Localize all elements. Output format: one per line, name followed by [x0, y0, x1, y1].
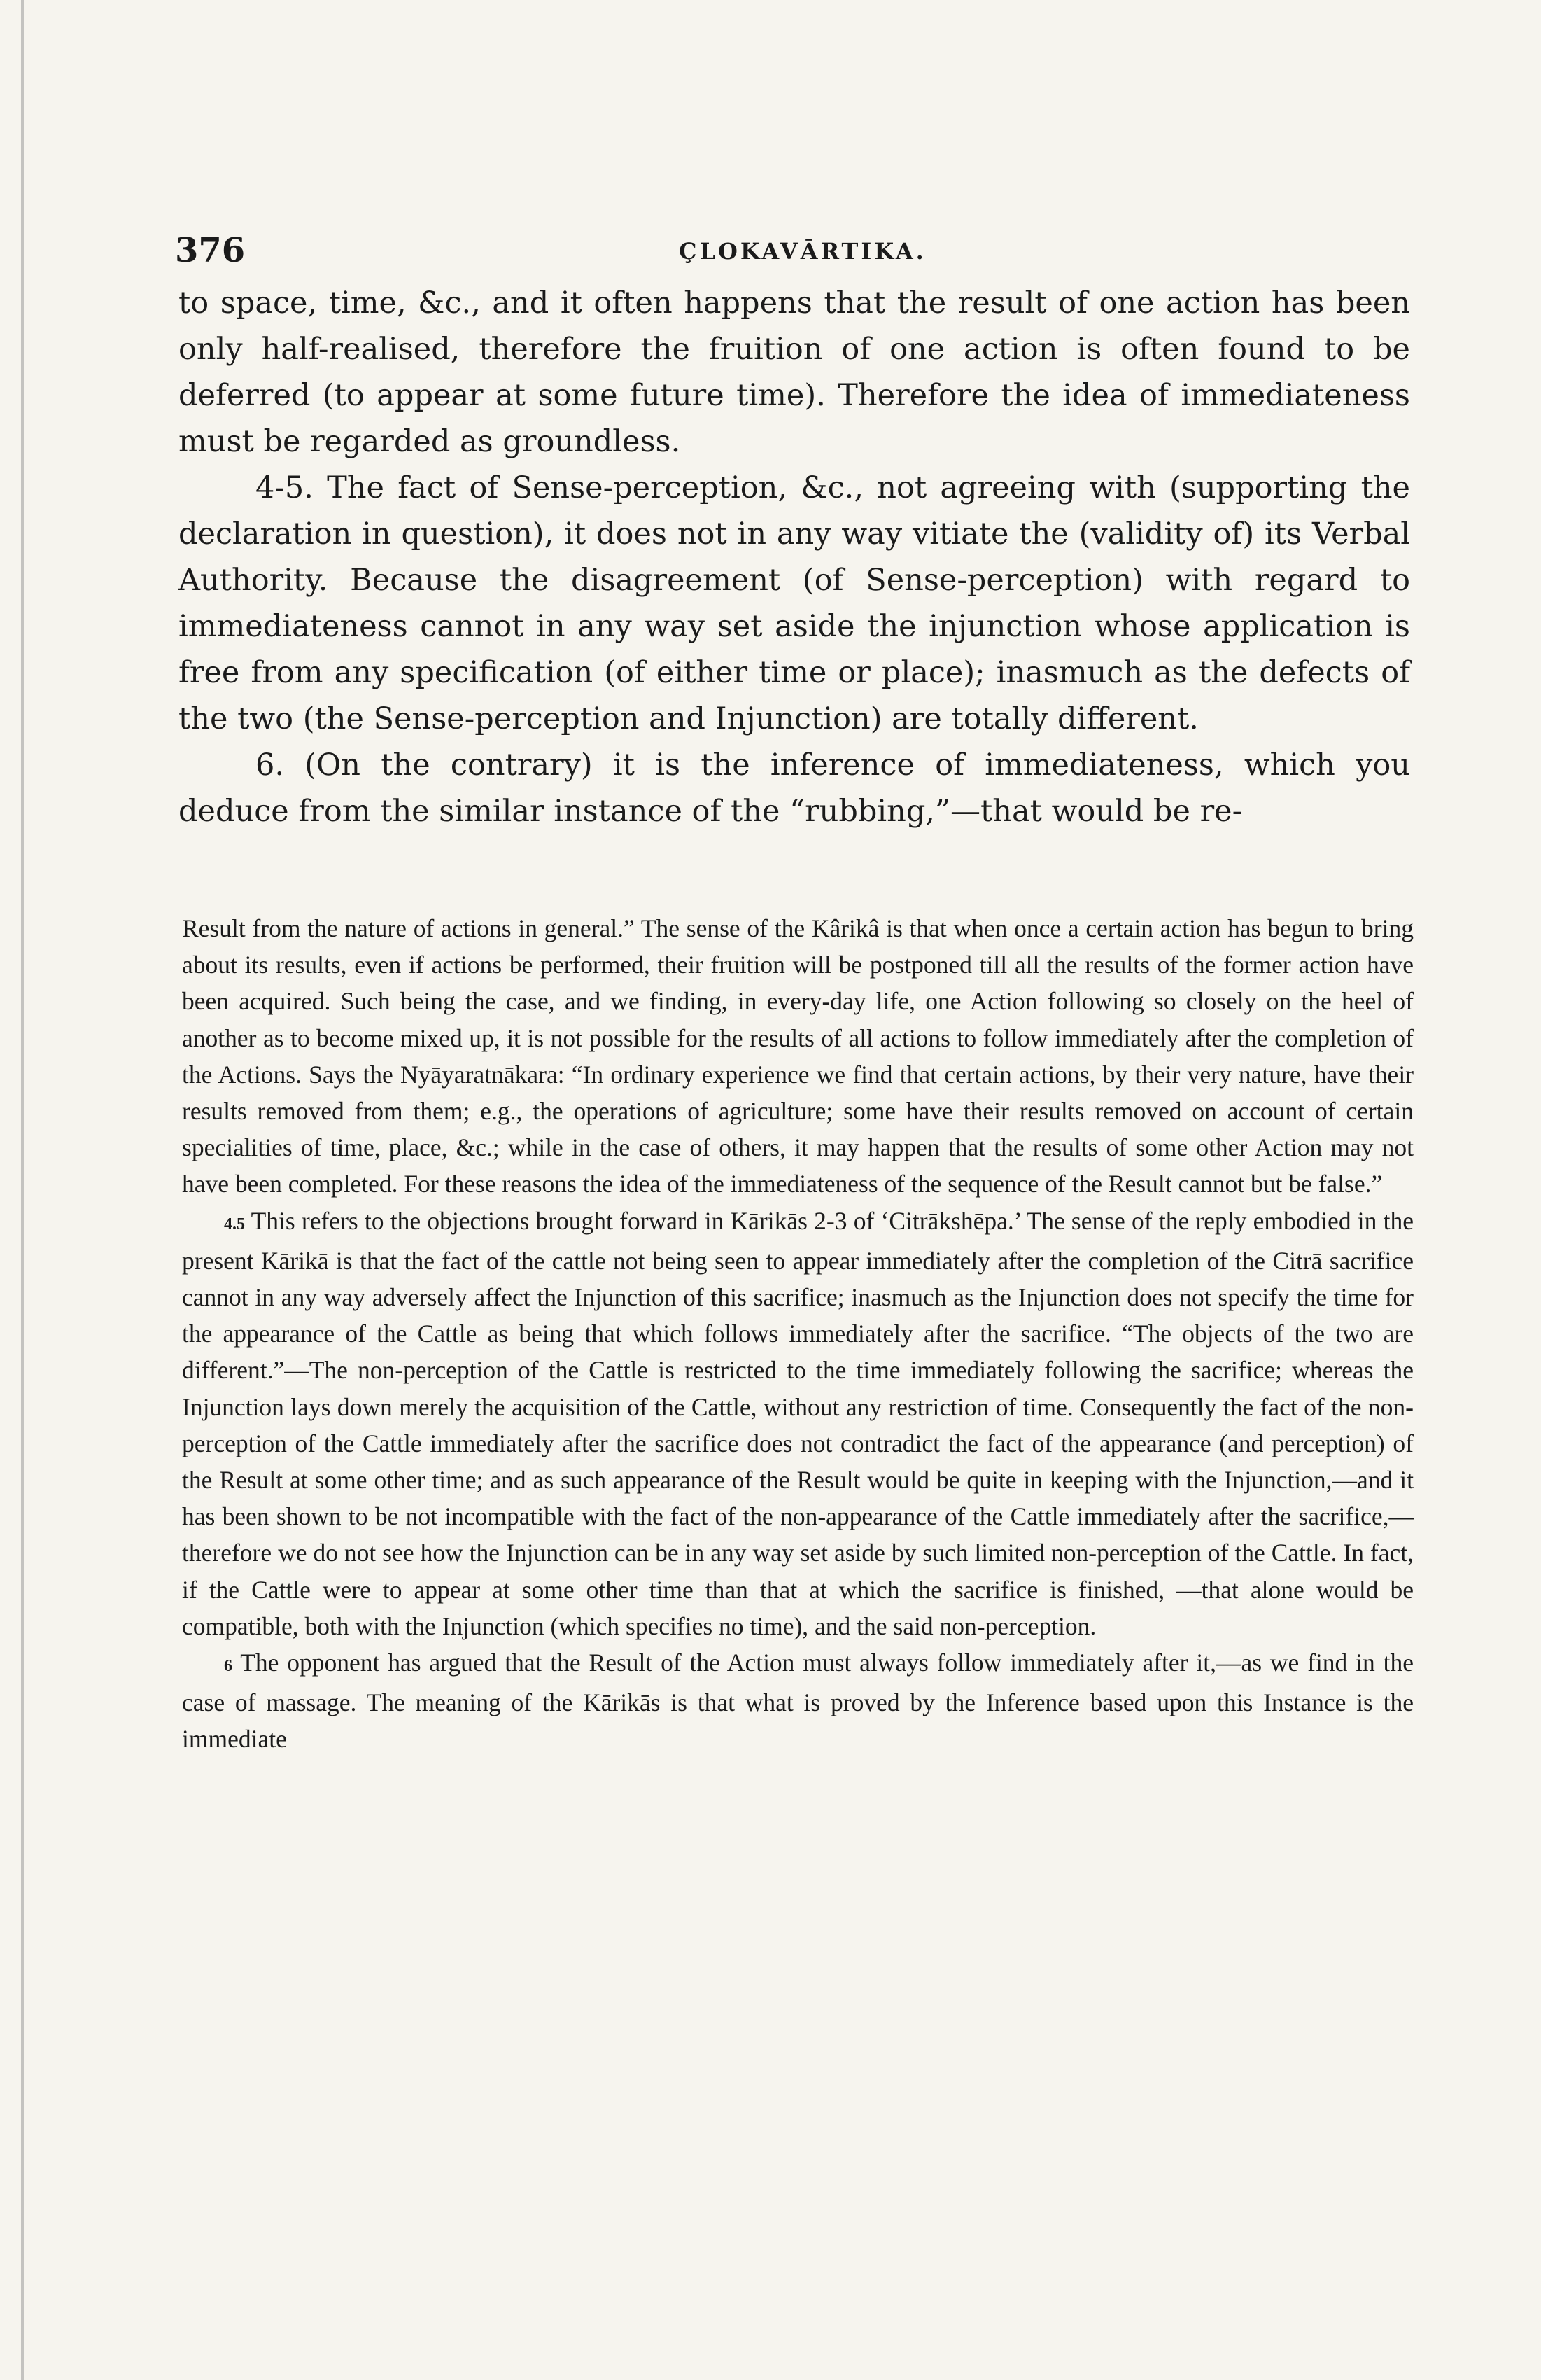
footnote-6-marker: 6	[224, 1657, 232, 1676]
footnotes	[182, 910, 1414, 1758]
main-text	[178, 280, 1410, 834]
binding-edge	[21, 0, 24, 2380]
footnote-continued: Result from the nature of actions in general.” The sense of the Kârikâ is that when once a certain action has begun to bring about its results, even if actions be performed, their fruition will be postponed till all the results of the former action have been acquired. Such being the case, and we finding, in every-day life, one Action following so closely on the heel of another as to become mixed up, it is not possible for the results of all actions to follow immediately after the completion of the Actions. Says the Nyāyaratnākara: “In ordinary experience we find that certain actions, by their very nature, have their results removed from them; e.g., the operations of agriculture; some have their results removed on account of certain specialities of time, place, &c.; while in the case of others, it may happen that the results of some other Action may not have been completed. For these reasons the idea of the immediateness of the sequence of the Result cannot but be false.”	[182, 914, 1414, 1198]
footnote-6-text: The opponent has argued that the Result of the Action must always follow immediately after it,—as we find in the case of massage. The meaning of the Kārikās is that what is proved by the Inference based upon this Instance is the immediate	[182, 1648, 1414, 1754]
main-paragraph-1: to space, time, &c., and it often happens that the result of one action has been only half-realised, therefore the fruition of one action is often found to be deferred (to appear at some future time). Therefore the idea of immediateness must be regarded as groundless.	[178, 286, 1410, 459]
footnote-4-5-text: This refers to the objections brought forward in Kārikās 2-3 of ‘Citrākshēpa.’ The sense of the reply embodied in the present Kārikā is that the fact of the cattle not being seen to appear immediately after the completion of the Citrā sacrifice cannot in any way adversely affect the Injunction of this sacrifice; inasmuch as the Injunction does not specify the time for the appearance of the Cattle as being that which follows immediately after the sacrifice. “The objects of the two are different.”—The non-perception of the Cattle is restricted to the time immediately following the sacrifice; whereas the Injunction lays down merely the acquisition of the Cattle, without any restriction of time. Consequently the fact of the non-perception of the Cattle immediately after the sacrifice does not contradict the fact of the appearance (and perception) of the Result at some other time; and as such appearance of the Result would be quite in keeping with the Injunction,—and it has been shown to be not incompatible with the fact of the non-appearance of the Cattle immediately after the sacrifice,—therefore we do not see how the Injunction can be in any way set aside by such limited non-perception of the Cattle. In fact, if the Cattle were to appear at some other time than that at which the sacrifice is finished, —that alone would be compatible, both with the Injunction (which specifies no time), and the said non-perception.	[182, 1206, 1414, 1640]
running-title: ÇLOKAVĀRTIKA.	[679, 238, 927, 265]
main-paragraph-2: 4-5. The fact of Sense-perception, &c., not agreeing with (supporting the declaration in question), it does not in any way vitiate the (validity of) its Verbal Authority. Because the disagreement (of Sense-perception) with regard to immediateness cannot in any way set aside the injunction whose application is free from any specification (of either time or place); inasmuch as the defects of the two (the Sense-perception and Injunction) are totally different.	[178, 470, 1410, 736]
page-header	[175, 231, 1456, 273]
footnote-4-5	[182, 1203, 1414, 1644]
footnote-4-5-marker: 4.5	[224, 1214, 245, 1233]
page-number: 376	[175, 231, 246, 270]
footnote-6	[182, 1644, 1414, 1758]
main-paragraph-3: 6. (On the contrary) it is the inference of immediateness, which you deduce from the similar instance of the “rubbing,”—that would be re-	[178, 748, 1410, 829]
